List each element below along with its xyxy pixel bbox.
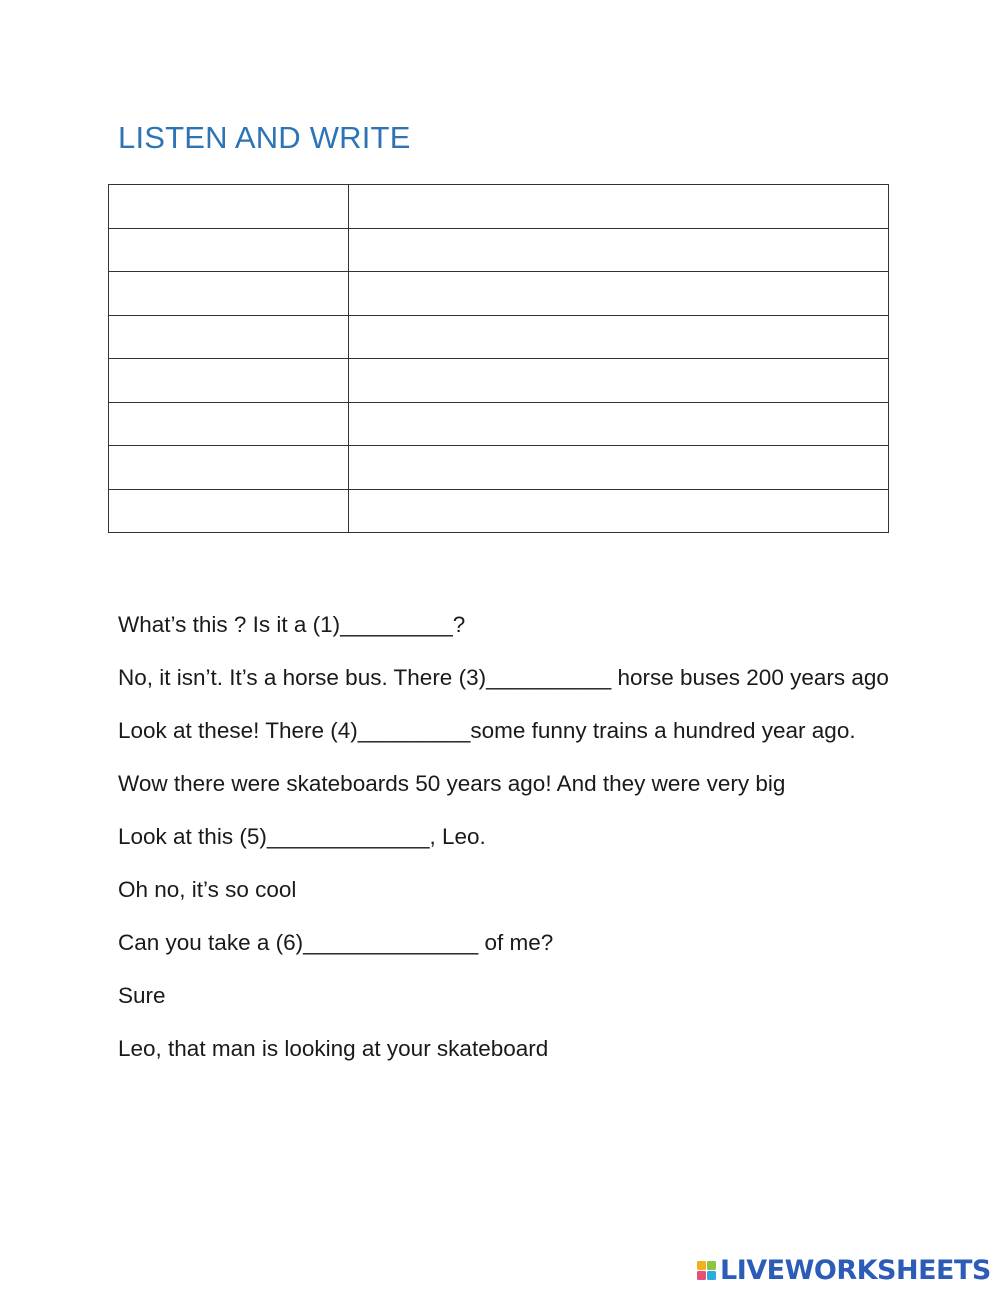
logo-square	[697, 1261, 706, 1270]
dialogue-line: What’s this ? Is it a (1)_________?	[118, 612, 466, 637]
table-cell-right	[348, 272, 888, 316]
liveworksheets-logo	[697, 1252, 991, 1288]
dialogue-line: Leo, that man is looking at your skateboard	[118, 1036, 549, 1061]
table-cell-left	[109, 489, 349, 533]
logo-square	[707, 1261, 716, 1270]
table-cell-left	[109, 228, 349, 272]
table-row	[109, 446, 889, 490]
dialogue-line: No, it isn’t. It’s a horse bus. There (3)__________ horse buses 200 years ago	[118, 665, 889, 690]
table-cell-left	[109, 272, 349, 316]
table-cell-right	[348, 489, 888, 533]
dialogue-text	[118, 606, 898, 1083]
dialogue-line: Look at these! There (4)_________some funny trains a hundred year ago.	[118, 718, 856, 743]
table-cell-right	[348, 359, 888, 403]
dialogue-line: Wow there were skateboards 50 years ago! And they were very big	[118, 771, 786, 796]
table-cell-left	[109, 402, 349, 446]
worksheet-title: LISTEN AND WRITE	[118, 120, 411, 155]
table-cell-left	[109, 359, 349, 403]
logo-square	[707, 1271, 716, 1280]
dialogue-line: Oh no, it’s so cool	[118, 877, 297, 902]
table-row	[109, 402, 889, 446]
table-cell-right	[348, 185, 888, 229]
logo-text: LIVEWORKSHEETS	[720, 1254, 991, 1286]
table-cell-left	[109, 446, 349, 490]
table-row	[109, 489, 889, 533]
table-cell-right	[348, 228, 888, 272]
table-row	[109, 359, 889, 403]
dialogue-line: Can you take a (6)______________ of me?	[118, 930, 554, 955]
answer-table	[108, 184, 889, 533]
table-cell-left	[109, 315, 349, 359]
table-row	[109, 228, 889, 272]
table-row	[109, 315, 889, 359]
liveworksheets-logo-icon	[697, 1261, 716, 1280]
dialogue-line: Look at this (5)_____________, Leo.	[118, 824, 486, 849]
table-cell-right	[348, 402, 888, 446]
table-cell-left	[109, 185, 349, 229]
logo-square	[697, 1271, 706, 1280]
dialogue-line: Sure	[118, 983, 166, 1008]
table-row	[109, 272, 889, 316]
table-cell-right	[348, 446, 888, 490]
table-cell-right	[348, 315, 888, 359]
table-row	[109, 185, 889, 229]
